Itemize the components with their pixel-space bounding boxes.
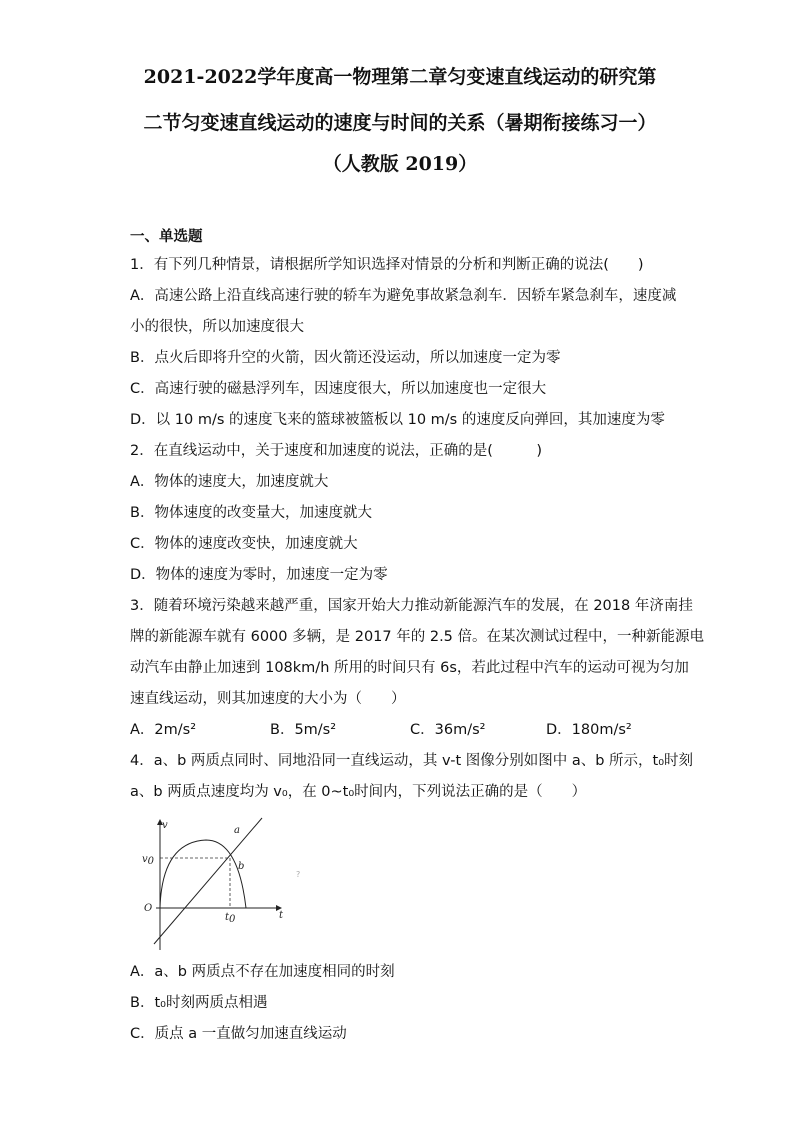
question-1-option-b: B．点火后即将升空的火箭，因火箭还没运动，所以加速度一定为零 xyxy=(130,350,561,366)
section-heading: 一、单选题 xyxy=(130,229,203,245)
question-4-stem: a、b 两质点速度均为 v₀，在 0~t₀时间内，下列说法正确的是（ ） xyxy=(130,784,587,800)
question-4-option-c: C．质点 a 一直做匀加速直线运动 xyxy=(130,1026,347,1042)
stray-mark: ? xyxy=(296,870,301,879)
title-line-1: 2021-2022学年度高一物理第二章匀变速直线运动的研究第 xyxy=(143,66,657,88)
question-2-option-d: D．物体的速度为零时，加速度一定为零 xyxy=(130,567,388,583)
question-3-option-d: D．180m/s² xyxy=(546,722,632,738)
question-3-stem: 牌的新能源车就有 6000 多辆，是 2017 年的 2.5 倍。在某次测试过程中，一种新能源电 xyxy=(130,629,705,645)
question-4-option-b: B．t₀时刻两质点相遇 xyxy=(130,995,268,1011)
line-a xyxy=(154,818,262,944)
title-line-2: 二节匀变速直线运动的速度与时间的关系（暑期衔接练习一） xyxy=(143,112,657,134)
question-3-option-b: B．5m/s² xyxy=(270,722,337,738)
v-axis-label: v xyxy=(162,820,168,831)
label-a: a xyxy=(234,825,240,836)
question-3-stem: 动汽车由静止加速到 108km/h 所用的时间只有 6s，若此过程中汽车的运动可视为匀加 xyxy=(130,660,689,676)
question-4-option-a: A．a、b 两质点不存在加速度相同的时刻 xyxy=(130,964,395,980)
question-1-option-d: D．以 10 m/s 的速度飞来的篮球被篮板以 10 m/s 的速度反向弹回，其加速度为零 xyxy=(130,412,665,428)
title-line-3: （人教版 2019） xyxy=(322,153,478,175)
question-4-stem: 4．a、b 两质点同时、同地沿同一直线运动，其 v-t 图像分别如图中 a、b 所示，t₀时刻 xyxy=(130,753,694,769)
v0-label: v0 xyxy=(142,854,155,867)
t-axis-label: t xyxy=(279,910,284,921)
question-2-option-c: C．物体的速度改变快，加速度就大 xyxy=(130,536,358,552)
question-2-option-a: A．物体的速度大，加速度就大 xyxy=(130,474,329,490)
vt-graph xyxy=(138,812,308,952)
label-b: b xyxy=(238,861,245,872)
question-1-option-a-cont: 小的很快，所以加速度很大 xyxy=(130,319,304,335)
question-1-option-a: A．高速公路上沿直线高速行驶的轿车为避免事故紧急刹车．因轿车紧急刹车，速度减 xyxy=(130,288,677,304)
question-1-stem: 1．有下列几种情景，请根据所学知识选择对情景的分析和判断正确的说法( ) xyxy=(130,257,644,273)
question-3-option-c: C．36m/s² xyxy=(410,722,486,738)
question-3-stem: 速直线运动，则其加速度的大小为（ ） xyxy=(130,691,406,707)
question-3-option-a: A．2m/s² xyxy=(130,722,197,738)
question-1-option-c: C．高速行驶的磁悬浮列车，因速度很大，所以加速度也一定很大 xyxy=(130,381,547,397)
curve-b xyxy=(160,840,246,908)
question-2-stem: 2．在直线运动中，关于速度和加速度的说法，正确的是( ) xyxy=(130,443,543,459)
question-2-option-b: B．物体速度的改变量大，加速度就大 xyxy=(130,505,372,521)
origin-label: O xyxy=(144,903,153,914)
t0-label: t0 xyxy=(225,912,236,925)
question-3-stem: 3．随着环境污染越来越严重，国家开始大力推动新能源汽车的发展，在 2018 年济南挂 xyxy=(130,598,693,614)
